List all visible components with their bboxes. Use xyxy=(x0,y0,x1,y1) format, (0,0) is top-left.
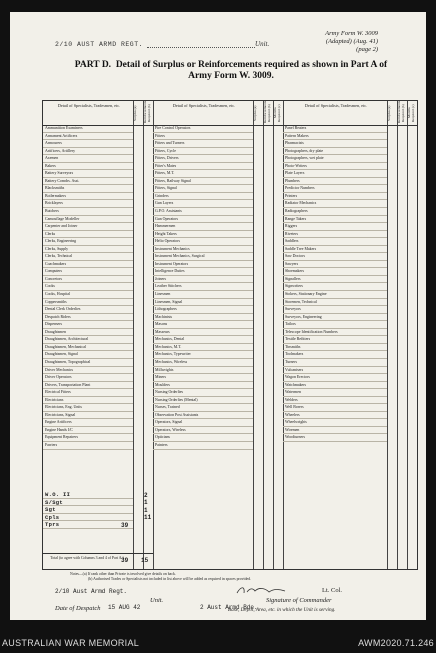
table-row: Clerks, Supply xyxy=(43,246,133,254)
table-row: Plate Layers xyxy=(283,170,387,178)
table-row: Radiographers xyxy=(283,208,387,216)
col-reinf-3 xyxy=(397,101,408,569)
table-row: Vulcanisers xyxy=(283,367,387,375)
table-row: Computers xyxy=(43,268,133,276)
table-row: Armourers xyxy=(43,140,133,148)
typed-row: Cpls xyxy=(43,514,133,522)
form-reference xyxy=(325,30,378,54)
table-row: Painters xyxy=(153,442,253,450)
table-row: Electricians xyxy=(43,397,133,405)
table-row: Panel Beaters xyxy=(283,125,387,133)
table-row: Watermen xyxy=(283,389,387,397)
table-row: Intelligence Duties xyxy=(153,268,253,276)
table-row: Mechanics, M.T. xyxy=(153,344,253,352)
table-row: Leather Stitchers xyxy=(153,283,253,291)
table-row: Signwriters xyxy=(283,283,387,291)
table-row: Dental Clerk Orderlies xyxy=(43,306,133,314)
typed-reinf-value: 11 xyxy=(144,514,152,522)
table-row: Ammunition Examiners xyxy=(43,125,133,133)
form-ref-line-3: (page 2) xyxy=(356,46,378,53)
table-row: Dispensers xyxy=(43,321,133,329)
table-row: Welders xyxy=(283,397,387,405)
commander-signature xyxy=(235,585,295,595)
table-row: Draughtsmen, Signal xyxy=(43,351,133,359)
table-row: Battery Surveyors xyxy=(43,170,133,178)
table-row: Sawyers xyxy=(283,261,387,269)
total-label: Total (to agree with Columns 3 and 4 of Part A.) xyxy=(50,556,124,560)
table-row: Artificers, Artillery xyxy=(43,148,133,156)
table-row: Fitters xyxy=(153,133,253,141)
footer-unit-typed: 2/10 Aust Armd Regt. xyxy=(55,588,128,595)
table-row: Textile Refitters xyxy=(283,336,387,344)
table-row: Linesmen, Signal xyxy=(153,299,253,307)
table-row: Cooks xyxy=(43,283,133,291)
table-row: Wagon Erectors xyxy=(283,374,387,382)
typed-row: W.O. II xyxy=(43,491,133,499)
unit-typed: 2/10 AUST ARMD REGT. xyxy=(55,41,144,48)
table-row: Opticians xyxy=(153,434,253,442)
table-row: Joiners xyxy=(153,276,253,284)
table-row: Fitters, Cycle xyxy=(153,148,253,156)
table-row: Electricians, Signal xyxy=(43,412,133,420)
table-row: Plumbers xyxy=(283,178,387,186)
table-row: Riggers xyxy=(283,223,387,231)
table-row: Range Takers xyxy=(283,216,387,224)
table-row: Saddlers xyxy=(283,238,387,246)
table-row: Surveyors xyxy=(283,306,387,314)
column-1-rows xyxy=(43,125,133,450)
table-row: Surveyors, Engineering xyxy=(283,314,387,322)
table-row: Pattern Makers xyxy=(283,133,387,141)
table-row: Millwrights xyxy=(153,367,253,375)
table-row: Photo-Writers xyxy=(283,163,387,171)
table-row: Fitters, Signal xyxy=(153,185,253,193)
header-surplus-3: Surplus (a) xyxy=(387,105,391,121)
table-row: Tinsmiths xyxy=(283,344,387,352)
header-reinf-2: Reinforcements Required (b) xyxy=(263,100,271,123)
unit-line xyxy=(55,40,269,48)
table-row: Clerks, Technical xyxy=(43,253,133,261)
table-row: Nurses, Trained xyxy=(153,404,253,412)
typed-reinf-value: 1 xyxy=(144,506,148,514)
column-2-rows xyxy=(153,125,253,450)
unit-rule xyxy=(147,47,255,48)
total-reinf: 15 xyxy=(141,557,149,564)
table-row: Toolmakers xyxy=(283,351,387,359)
table-row: Nursing Orderlies (Mental) xyxy=(153,397,253,405)
table-row: Watchmakers xyxy=(283,382,387,390)
table-row: Saddle Tree Makers xyxy=(283,246,387,254)
table-row: Bricklayers xyxy=(43,200,133,208)
table-row: Tailors xyxy=(283,321,387,329)
table-row: Cooks, Hospital xyxy=(43,291,133,299)
table-row: Axemen xyxy=(43,155,133,163)
table-row: Butchers xyxy=(43,208,133,216)
table-row: Observation Post Assistants xyxy=(153,412,253,420)
table-row: Engine Hands I/C xyxy=(43,427,133,435)
table-row: Stokers, Stationary Engine xyxy=(283,291,387,299)
table-row: Clerks xyxy=(43,231,133,239)
header-surplus-1: Surplus (a) xyxy=(133,105,137,121)
table-row: Wiremen xyxy=(283,427,387,435)
header-specialists-2: Detail of Specialists, Tradesmen, etc. xyxy=(172,103,236,108)
table-row: Driver Mechanics xyxy=(43,367,133,375)
header-specialists-3: Detail of Specialists, Tradesmen, etc. xyxy=(304,103,368,108)
base-label: Base, Depot, Area, etc. in which the Unit is serving. xyxy=(228,607,336,613)
table-row: Signallers xyxy=(283,276,387,284)
table-row: Electricians, Eng. Units xyxy=(43,404,133,412)
signature-label: Signature of Commander xyxy=(266,597,332,604)
table-row: Grinders xyxy=(153,193,253,201)
table-row: Radiator Mechanics xyxy=(283,200,387,208)
footer-unit-label: Unit. xyxy=(150,597,164,604)
table-row: Carpenter and Joiner xyxy=(43,223,133,231)
table-row: Camouflage Modeller xyxy=(43,216,133,224)
table-row: Instrument Mechanics, Surgical xyxy=(153,253,253,261)
table-row: Photographers, dry plate xyxy=(283,148,387,156)
table-row: Shoemakers xyxy=(283,268,387,276)
table-row: Clerks, Engineering xyxy=(43,238,133,246)
table-row: Farriers xyxy=(43,442,133,450)
table-row: Hammermen xyxy=(153,223,253,231)
header-reinf-3: Reinforcements Required (b) xyxy=(397,100,405,123)
table-row: Predictor Numbers xyxy=(283,185,387,193)
table-row: Engine Artificers xyxy=(43,419,133,427)
table-row: Fitters, M.T. xyxy=(153,170,253,178)
form-ref-line-1: Army Form W. 3009 xyxy=(325,30,378,37)
header-months-3: Months Required (c) xyxy=(407,104,415,122)
table-row: Wheelers xyxy=(283,412,387,420)
table-row: Turners xyxy=(283,359,387,367)
table-row: Equipment Repairers xyxy=(43,434,133,442)
table-row: Masseurs xyxy=(153,329,253,337)
part-text: Detail of Surplus or Reinforcements required as shown in Part A of Army Form W. 3009. xyxy=(115,60,388,81)
note-a: Notes—(a) If rank other than Private is involved give details on back. xyxy=(70,572,176,576)
table-row: Draughtsmen, Architectural xyxy=(43,336,133,344)
table-row: Armament Artificers xyxy=(43,133,133,141)
specialists-table xyxy=(42,100,418,570)
table-row: Moulders xyxy=(153,382,253,390)
typed-row: S/Sgt xyxy=(43,499,133,507)
table-header xyxy=(43,101,417,126)
table-row: Boilermakers xyxy=(43,193,133,201)
table-row: Coachmakers xyxy=(43,261,133,269)
table-row: Photographers, wet plate xyxy=(283,155,387,163)
despatch-label: Date of Despatch xyxy=(55,605,101,612)
table-row: Gun Layers xyxy=(153,200,253,208)
table-row: Lithographers xyxy=(153,306,253,314)
table-row: Mechanics, Typewriter xyxy=(153,351,253,359)
table-row: Concretors xyxy=(43,276,133,284)
table-row: Nursing Orderlies xyxy=(153,389,253,397)
form-ref-line-2: (Adapted) (Aug. 41) xyxy=(325,38,378,45)
table-row: Miners xyxy=(153,374,253,382)
typed-rows xyxy=(43,491,133,529)
table-row: Saw Doctors xyxy=(283,253,387,261)
table-row: G.P.O. Assistants xyxy=(153,208,253,216)
part-title xyxy=(66,60,396,82)
table-row: Instrument Mechanics xyxy=(153,246,253,254)
table-row: Battery Comdrs. Asst. xyxy=(43,178,133,186)
table-row: Fitters and Turners xyxy=(153,140,253,148)
header-surplus-2: Surplus (a) xyxy=(253,105,257,121)
table-row: Printers xyxy=(283,193,387,201)
total-row xyxy=(43,553,153,570)
column-3-rows xyxy=(283,125,387,442)
table-row: Fitters, Drivers xyxy=(153,155,253,163)
table-row: Electrical Fitters xyxy=(43,389,133,397)
table-row: Draughtsmen, Mechanical xyxy=(43,344,133,352)
table-row: Height Takers xyxy=(153,231,253,239)
despatch-date: 15 AUG 42 xyxy=(108,604,141,611)
typed-row: Sgt xyxy=(43,506,133,514)
table-row: Woodturners xyxy=(283,434,387,442)
table-row: Operators, Wireless xyxy=(153,427,253,435)
notes xyxy=(70,572,251,582)
table-row: Draughtsmen, Topographical xyxy=(43,359,133,367)
caption-right: AWM2020.71.246 xyxy=(358,638,434,648)
table-row: Fitters, Railway Signal xyxy=(153,178,253,186)
table-row: Mechanics, Dental xyxy=(153,336,253,344)
table-row: Linesmen xyxy=(153,291,253,299)
caption-left: AUSTRALIAN WAR MEMORIAL xyxy=(2,638,140,648)
table-row: Bakers xyxy=(43,163,133,171)
unit-suffix: Unit. xyxy=(255,40,270,48)
typed-reinf-value: 2 xyxy=(144,491,148,499)
table-row: Mechanics, Wireless xyxy=(153,359,253,367)
table-row: Helio Operators xyxy=(153,238,253,246)
table-row: Fire Control Operators xyxy=(153,125,253,133)
table-row: Gun Operators xyxy=(153,216,253,224)
table-row: Blacksmiths xyxy=(43,185,133,193)
table-row: Draughtsmen xyxy=(43,329,133,337)
total-surplus: 39 xyxy=(121,557,129,564)
table-row: Well Borers xyxy=(283,404,387,412)
table-row: Telescope Identification Numbers xyxy=(283,329,387,337)
signature-rank: Lt. Col. xyxy=(322,587,343,594)
table-row: Riveters xyxy=(283,231,387,239)
note-b: (b) Authorised Trades or Specialists not included in list above will be added as required in spaces provided. xyxy=(88,577,252,581)
typed-surplus-value: 39 xyxy=(121,521,129,529)
header-reinf-1: Reinforcements Required (b) xyxy=(143,100,151,123)
part-label: PART D. xyxy=(74,60,112,70)
table-row: Wheelwrights xyxy=(283,419,387,427)
table-row: Fitter's Mates xyxy=(153,163,253,171)
form-sheet xyxy=(10,12,426,620)
table-row: Despatch Riders xyxy=(43,314,133,322)
table-row: Masons xyxy=(153,321,253,329)
table-row: Operators, Signal xyxy=(153,419,253,427)
typed-reinf-value: 1 xyxy=(144,499,148,507)
table-row: Drivers, Transportation Plant xyxy=(43,382,133,390)
table-row: Driver Operators xyxy=(43,374,133,382)
table-row: Instrument Operators xyxy=(153,261,253,269)
table-row: Pharmacists xyxy=(283,140,387,148)
header-months-2: Months Required (c) xyxy=(273,104,281,122)
table-row: Machinists xyxy=(153,314,253,322)
header-specialists-1: Detail of Specialists, Tradesmen, etc. xyxy=(57,103,121,108)
base-typed: 2 Aust Armd Bde. xyxy=(200,604,258,611)
typed-row: Tprs xyxy=(43,521,133,529)
table-row: Storemen, Technical xyxy=(283,299,387,307)
table-row: Coppersmiths xyxy=(43,299,133,307)
